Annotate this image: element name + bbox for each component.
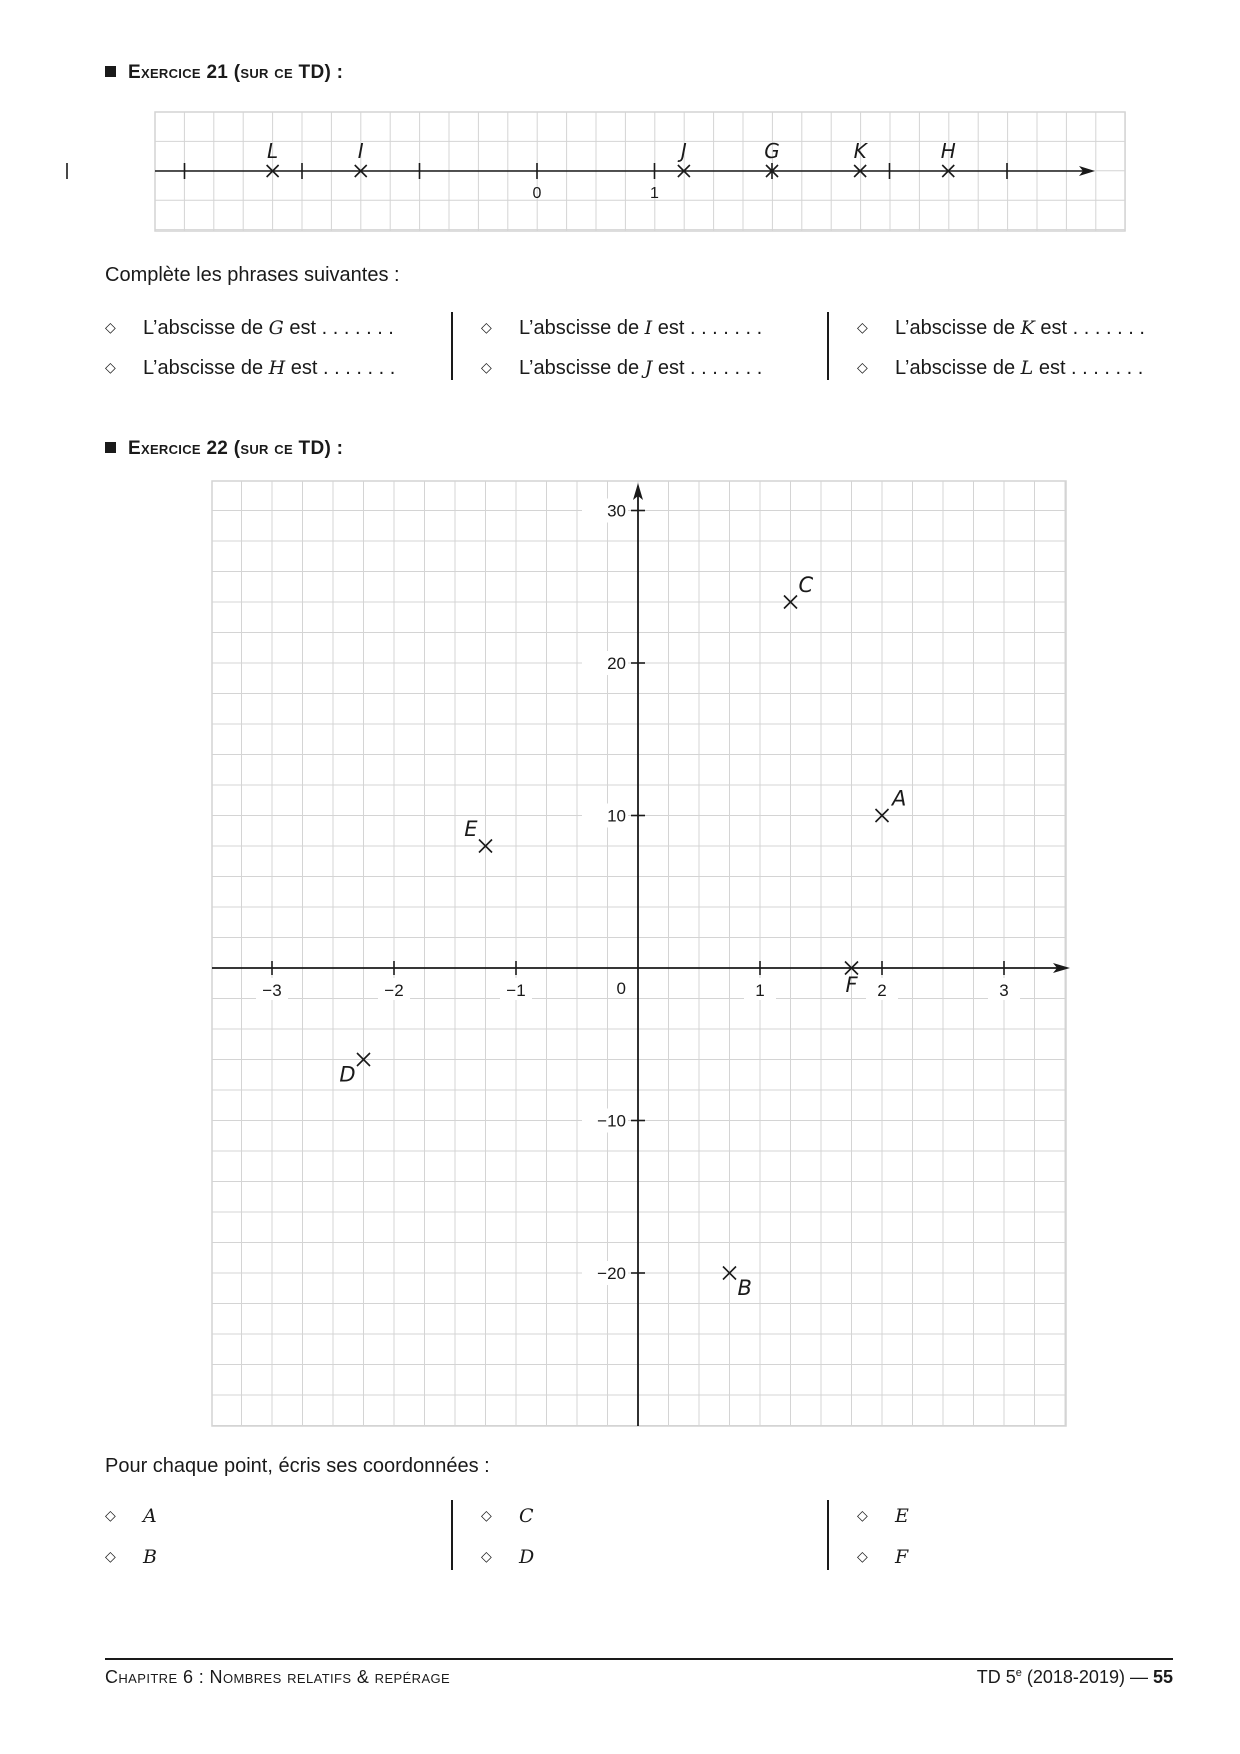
point-g-label: G — [764, 139, 780, 163]
diamond-bullet-icon: ◇ — [105, 1548, 116, 1564]
point-l-label: L — [267, 139, 279, 163]
x-tick-label: 2 — [877, 981, 887, 1000]
diamond-bullet-icon: ◇ — [857, 319, 868, 335]
page-number: 55 — [1152, 1667, 1173, 1687]
x-tick-label: −2 — [384, 981, 404, 1000]
number-line-figure — [0, 0, 1240, 260]
diamond-bullet-icon: ◇ — [481, 359, 492, 375]
coordinate-axes — [212, 483, 1070, 1426]
y-tick-label: −20 — [597, 1264, 626, 1283]
y-tick-label: 30 — [607, 501, 626, 521]
point-i-label: I — [357, 139, 364, 163]
x-tick-label: 3 — [999, 981, 1009, 1000]
point-h-label: H — [940, 139, 956, 163]
diamond-bullet-icon: ◇ — [857, 1507, 868, 1523]
origin-label: 0 — [616, 979, 626, 998]
exercise-21-title: Exercice 21 (sur ce TD) : — [105, 62, 343, 84]
ex21-instruction: Complète les phrases suivantes : — [105, 264, 400, 286]
diamond-bullet-icon: ◇ — [481, 1548, 492, 1564]
y-tick-label: 20 — [607, 654, 626, 673]
answer-e: ◇ E — [857, 1505, 909, 1527]
x-tick-label: −1 — [506, 981, 526, 1000]
number-line-unit-label: 1 — [650, 185, 659, 202]
answer-a: ◇ A — [105, 1505, 157, 1527]
point-a-label: A — [892, 786, 907, 811]
exercise-22-title: Exercice 22 (sur ce TD) : — [105, 438, 343, 460]
footer-chapter: Chapitre 6 : Nombres relatifs & repérage — [105, 1667, 451, 1687]
column-divider — [451, 1500, 453, 1570]
answer-b: ◇ B — [105, 1546, 157, 1568]
number-line-origin-label: 0 — [532, 185, 542, 202]
diamond-bullet-icon: ◇ — [857, 359, 868, 375]
point-c-label: C — [798, 573, 814, 597]
number-line-axis — [67, 163, 1095, 202]
x-tick-label: −3 — [262, 981, 282, 1000]
y-tick-label: 10 — [607, 806, 626, 826]
column-divider — [827, 312, 829, 380]
point-j-label: J — [680, 139, 687, 163]
bullet-square-icon — [105, 442, 116, 453]
point-d-label: D — [339, 1062, 356, 1087]
sentence-g: ◇ L’abscisse de G est . . . . . . . — [105, 317, 394, 339]
diamond-bullet-icon: ◇ — [481, 319, 492, 335]
sentence-l: ◇ L’abscisse de L est . . . . . . . — [857, 357, 1144, 379]
column-divider — [451, 312, 453, 380]
point-f-label: F — [845, 973, 858, 997]
sentence-k: ◇ L’abscisse de K est . . . . . . . — [857, 317, 1145, 339]
y-tick-label: −10 — [597, 1111, 626, 1131]
answer-d: ◇ D — [481, 1546, 535, 1568]
diamond-bullet-icon: ◇ — [105, 1507, 116, 1523]
ex22-instruction: Pour chaque point, écris ses coordonnées : — [105, 1455, 490, 1477]
answer-c: ◇ C — [481, 1505, 534, 1527]
column-divider — [827, 1500, 829, 1570]
answer-f: ◇ F — [857, 1546, 909, 1568]
diamond-bullet-icon: ◇ — [481, 1507, 492, 1523]
sentence-h: ◇ L’abscisse de H est . . . . . . . — [105, 357, 396, 379]
point-e-label: E — [464, 817, 478, 841]
diamond-bullet-icon: ◇ — [105, 359, 116, 375]
diamond-bullet-icon: ◇ — [857, 1548, 868, 1564]
sentence-j: ◇ L’abscisse de J est . . . . . . . — [481, 357, 763, 379]
sentence-i: ◇ L’abscisse de I est . . . . . . . — [481, 317, 763, 339]
coordinate-grid — [212, 481, 1066, 1426]
diamond-bullet-icon: ◇ — [105, 319, 116, 335]
point-b-label: B — [737, 1276, 752, 1300]
footer-rule — [105, 1658, 1173, 1660]
point-k-label: K — [853, 139, 867, 163]
footer-td-info: TD 5e (2018-2019) — 55 — [976, 1667, 1173, 1687]
x-tick-label: 1 — [755, 981, 765, 1000]
coordinate-plane-figure — [0, 460, 1240, 1440]
